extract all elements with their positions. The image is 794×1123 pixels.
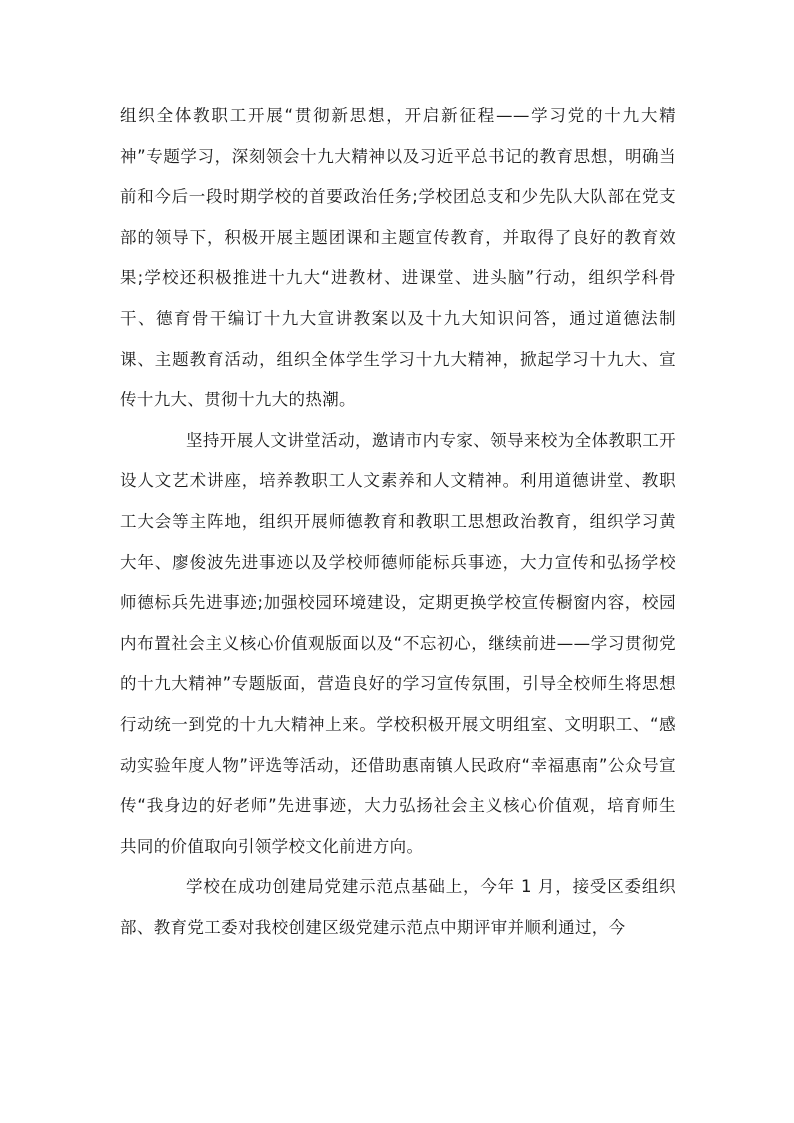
paragraph-humanities-lecture: 坚持开展人文讲堂活动，邀请市内专家、领导来校为全体教职工开设人文艺术讲座，培养教职工人文素养和人文精神。利用道德讲堂、教职工大会等主阵地，组织开展师德教育和教职工思想政治教育，组织学习黄大年、廖俊波先进事迹以及学校师德师能标兵事迹，大力宣传和弘扬学校师德标兵先进事迹;加强校园环境建设，定期更换学校宣传橱窗内容，校园内布置社会主义核心价值观版面以及“不忘初心，继续前进——学习贯彻党的十九大精神”专题版面，营造良好的学习宣传氛围，引导全校师生将思想行动统一到党的十九大精神上来。学校积极开展文明组室、文明职工、“感动实验年度人物”评选等活动，还借助惠南镇人民政府“幸福惠南”公众号宣传“我身边的好老师”先进事迹，大力弘扬社会主义核心价值观，培育师生共同的价值取向引领学校文化前进方向。: [120, 430, 676, 856]
document-page: [120, 96, 676, 948]
paragraph-party-study: 组织全体教职工开展“贯彻新思想，开启新征程——学习党的十九大精神”专题学习，深刻领会十九大精神以及习近平总书记的教育思想，明确当前和今后一段时期学校的首要政治任务;学校团总支和少先队大队部在党支部的领导下，积极开展主题团课和主题宣传教育，并取得了良好的教育效果;学校还积极推进十九大“进教材、进课堂、进头脑”行动，组织学科骨干、德育骨干编订十九大宣讲教案以及十九大知识问答，通过道德法制课、主题教育活动，组织全体学生学习十九大精神，掀起学习十九大、宣传十九大、贯彻十九大的热潮。: [120, 106, 676, 410]
paragraph-demonstration-site: 学校在成功创建局党建示范点基础上，今年 1 月，接受区委组织部、教育党工委对我校创建区级党建示范点中期评审并顺利通过，今: [120, 877, 676, 937]
